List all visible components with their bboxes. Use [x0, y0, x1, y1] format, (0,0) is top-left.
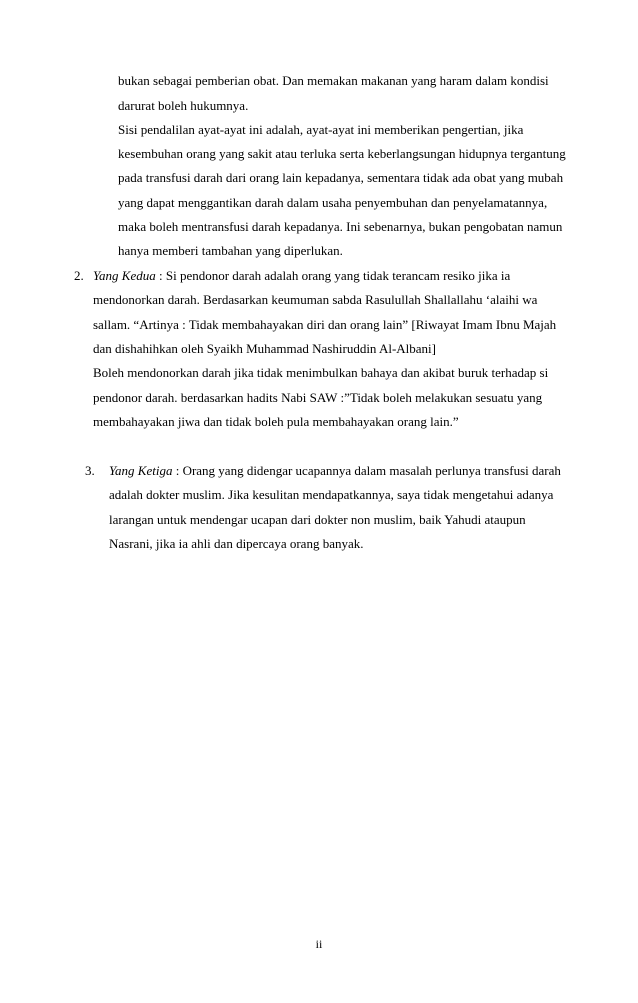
list-item-title: Yang Kedua — [93, 268, 156, 283]
list-number: 3. — [85, 463, 95, 478]
page-number: ii — [315, 937, 323, 951]
paragraph-line: maka boleh mentransfusi darah kepadanya. Ini sebenarnya, bukan pengobatan namun — [118, 219, 563, 234]
list-item-first-line — [93, 268, 510, 284]
paragraph-line: mendonorkan darah. Berdasarkan keumuman sabda Rasulullah Shallallahu ‘alaihi wa — [93, 292, 538, 307]
paragraph-line: darurat boleh hukumnya. — [118, 98, 249, 113]
list-number: 2. — [74, 268, 84, 283]
list-item-title: Yang Ketiga — [109, 463, 173, 478]
paragraph-line: adalah dokter muslim. Jika kesulitan mendapatkannya, saya tidak mengetahui adanya — [109, 487, 554, 502]
paragraph-line: membahayakan jiwa dan tidak boleh pula membahayakan orang lain.” — [93, 414, 459, 429]
paragraph-line: hanya memberi tambahan yang diperlukan. — [118, 243, 343, 258]
list-item-first-line — [109, 463, 561, 479]
paragraph-line: Nasrani, jika ia ahli dan dipercaya orang banyak. — [109, 536, 364, 551]
paragraph-line: bukan sebagai pemberian obat. Dan memakan makanan yang haram dalam kondisi — [118, 73, 549, 88]
paragraph-line: dan dishahihkan oleh Syaikh Muhammad Nashiruddin Al-Albani] — [93, 341, 437, 356]
list-item-text: : Orang yang didengar ucapannya dalam masalah perlunya transfusi darah — [172, 463, 561, 478]
paragraph-line: Sisi pendalilan ayat-ayat ini adalah, ayat-ayat ini memberikan pengertian, jika — [118, 122, 524, 137]
paragraph-line: yang dapat menggantikan darah dalam usaha penyembuhan dan penyelamatannya, — [118, 195, 548, 210]
paragraph-line: pada transfusi darah dari orang lain kepadanya, sementara tidak ada obat yang mubah — [118, 170, 564, 185]
paragraph-line: sallam. “Artinya : Tidak membahayakan diri dan orang lain” [Riwayat Imam Ibnu Majah — [93, 317, 557, 332]
paragraph-line: Boleh mendonorkan darah jika tidak menimbulkan bahaya dan akibat buruk terhadap si — [93, 365, 549, 380]
paragraph-line: larangan untuk mendengar ucapan dari dokter non muslim, baik Yahudi ataupun — [109, 512, 526, 527]
paragraph-line: pendonor darah. berdasarkan hadits Nabi SAW :”Tidak boleh melakukan sesuatu yang — [93, 390, 543, 405]
paragraph-line: kesembuhan orang yang sakit atau terluka serta keberlangsungan hidupnya tergantung — [118, 146, 566, 161]
list-item-text: : Si pendonor darah adalah orang yang tidak terancam resiko jika ia — [155, 268, 511, 283]
